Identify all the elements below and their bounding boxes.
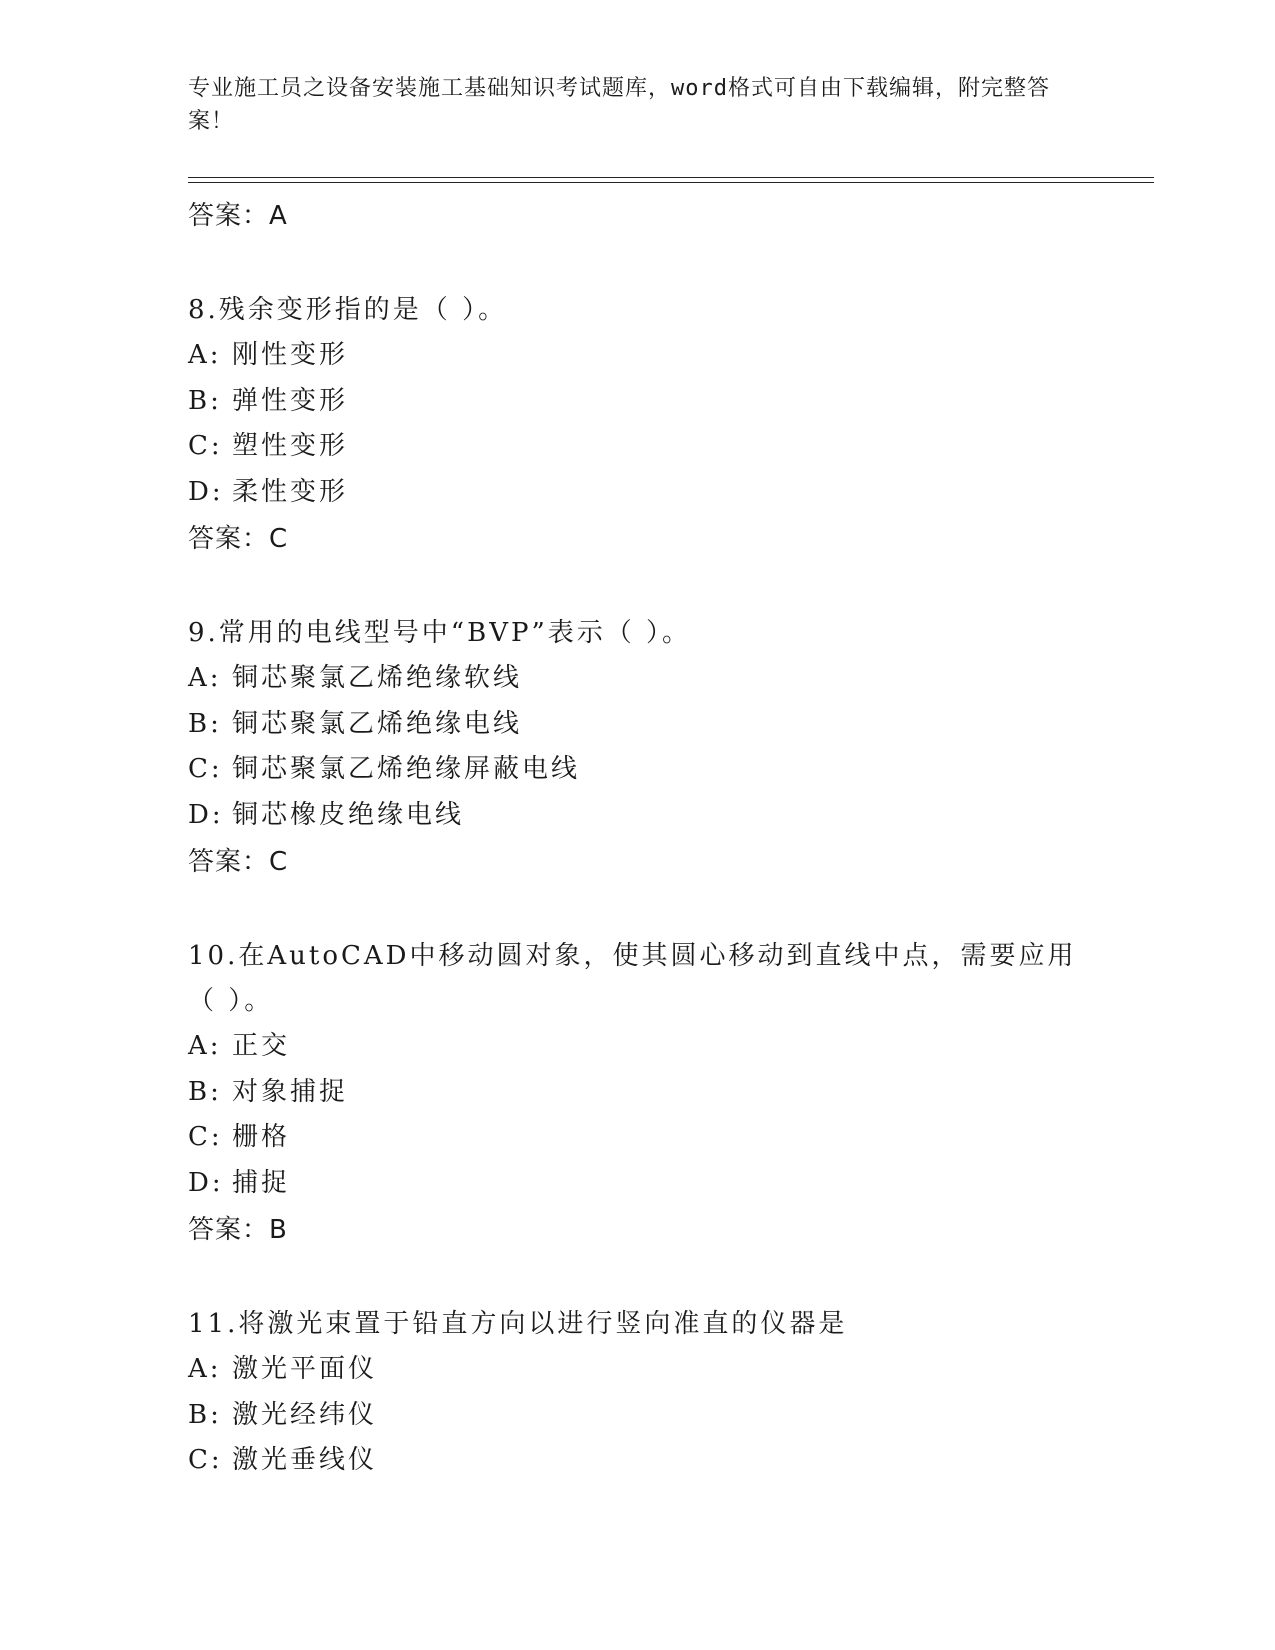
option-letter: C:	[188, 754, 223, 784]
option-text: 刚性变形	[232, 340, 349, 370]
option-letter: B:	[188, 1399, 222, 1430]
option-letter: B:	[188, 1076, 222, 1107]
question-8	[188, 288, 1088, 557]
option-text: 塑性变形	[232, 431, 349, 461]
option-letter: A:	[188, 1354, 222, 1384]
option-c	[188, 1115, 1088, 1161]
option-c	[188, 424, 1088, 470]
option-b	[188, 1070, 1088, 1116]
option-letter: A:	[188, 1031, 222, 1061]
answer-9: 答案：C	[188, 847, 289, 877]
option-letter: A:	[188, 663, 222, 693]
option-letter: C:	[188, 431, 223, 461]
option-d	[188, 470, 1088, 516]
option-text: 对象捕捉	[232, 1076, 349, 1107]
option-letter: B:	[188, 385, 222, 416]
option-letter: D:	[188, 1167, 224, 1198]
option-letter: C:	[188, 1122, 223, 1152]
option-b	[188, 1393, 1088, 1439]
option-letter: D:	[188, 799, 224, 830]
question-text: 11.将激光束置于铅直方向以进行竖向准直的仪器是	[188, 1309, 848, 1339]
option-letter: B:	[188, 708, 222, 739]
option-c	[188, 1438, 1088, 1484]
option-letter: D:	[188, 476, 224, 507]
question-text: 9.常用的电线型号中“BVP”表示（ ）。	[188, 618, 692, 648]
answer-10: 答案：B	[188, 1215, 288, 1245]
question-text: 8.残余变形指的是（ ）。	[188, 295, 508, 325]
option-text: 捕捉	[232, 1167, 291, 1198]
option-d	[188, 793, 1088, 839]
option-d	[188, 1161, 1088, 1207]
option-a	[188, 1347, 1088, 1393]
header-divider-top	[188, 177, 1154, 178]
question-list	[188, 192, 1088, 1484]
option-a	[188, 1024, 1088, 1070]
option-b	[188, 379, 1088, 425]
option-text: 激光经纬仪	[232, 1399, 378, 1430]
question-text: 10.在AutoCAD中移动圆对象，使其圆心移动到直线中点，需要应用（ ）。	[188, 941, 1077, 1016]
option-text: 铜芯聚氯乙烯绝缘屏蔽电线	[232, 754, 581, 784]
question-10	[188, 934, 1088, 1248]
option-text: 激光垂线仪	[232, 1445, 378, 1475]
answer-8: 答案：C	[188, 524, 289, 554]
option-text: 铜芯橡皮绝缘电线	[232, 799, 465, 830]
question-11	[188, 1302, 1088, 1484]
option-letter: C:	[188, 1445, 223, 1475]
option-text: 正交	[232, 1031, 291, 1061]
option-text: 柔性变形	[232, 476, 349, 507]
option-text: 栅格	[232, 1122, 291, 1152]
option-text: 铜芯聚氯乙烯绝缘软线	[232, 663, 523, 693]
answer-previous: 答案：A	[188, 201, 288, 231]
option-text: 激光平面仪	[232, 1354, 378, 1384]
option-a	[188, 656, 1088, 702]
document-header: 专业施工员之设备安装施工基础知识考试题库，word格式可自由下载编辑，附完整答案！	[188, 76, 1050, 134]
option-letter: A:	[188, 340, 222, 370]
question-9	[188, 611, 1088, 880]
header-divider-bottom	[188, 182, 1154, 183]
option-text: 弹性变形	[232, 385, 349, 416]
option-text: 铜芯聚氯乙烯绝缘电线	[232, 708, 523, 739]
option-c	[188, 747, 1088, 793]
option-a	[188, 333, 1088, 379]
option-b	[188, 702, 1088, 748]
